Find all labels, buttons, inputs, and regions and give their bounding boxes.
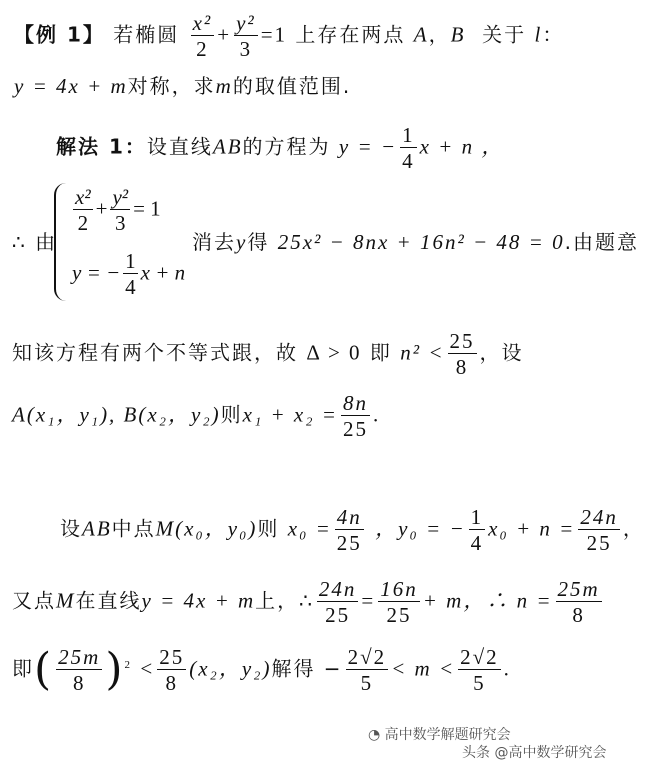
quadratic-equation: 25x² − 8nx + 16n² − 48 = 0 — [277, 230, 565, 254]
example-label: 【例 1】 — [14, 22, 105, 47]
wechat-icon: ◔ — [368, 727, 381, 743]
point-A: A — [413, 22, 429, 47]
midpoint-line: 设AB中点M(x₀，y₀)则 x₀ = $\frac{4n}{25}$ ，y₀ = − $\frac{1}{4}$ x₀ + n = $\frac{24n}{25}$ ， — [60, 505, 645, 556]
eliminate-line: 消去y得 25x² − 8nx + 16n² − 48 = 0.由题意 — [192, 230, 639, 254]
on-line: 又点M在直线y = 4x + m上，∴ $\frac{24n}{25}$ = $\frac{16n}{25}$ + m，∴ n = $\frac{25m}{8}$ — [12, 577, 600, 628]
discriminant-line: 知该方程有两个不等式跟，故 Δ > 0 即 n² < $\frac{25}{8}$ ，设 — [12, 329, 524, 380]
text: 上存在两点 — [295, 22, 406, 47]
problem-line-2: y = 4x + m对称，求m的取值范围. — [14, 74, 352, 98]
system-eq-2: y = − $\frac{1}{4}$ x + n — [72, 249, 186, 300]
text: 若椭圆 — [113, 22, 180, 47]
line-l: l — [534, 22, 543, 47]
line-equation: y = 4x + m — [14, 74, 128, 98]
therefore-by: ∴ 由 — [12, 230, 58, 254]
fraction-1-over-4: $\frac{1}{4}$ — [402, 123, 415, 174]
delta-condition: Δ > 0 — [306, 340, 362, 365]
fraction-x2-over-2: $\frac{\text{x²}}{2}$ — [192, 11, 213, 62]
var-m: m — [215, 74, 233, 98]
problem-line-1: 【例 1】 若椭圆 $\frac{\text{x²}}{2}$ + $\frac{\text{y²}}{3}$ =1 上存在两点 A，B 关于 l： — [14, 11, 565, 62]
text: 关于 — [482, 22, 527, 47]
system-eq-1: $\frac{\text{x²}}{2}$ + $\frac{\text{y²}}{3}$ = 1 — [75, 185, 161, 236]
watermark-top: ◔ 高中数学解题研究会 — [368, 727, 511, 743]
fraction-y2-over-3: $\frac{\text{y²}}{3}$ — [236, 11, 256, 62]
point-B: B — [450, 22, 466, 47]
solution-label: 解法 1： — [56, 134, 147, 159]
watermark-bottom: 头条 @高中数学研究会 — [462, 745, 607, 761]
points-line: A(x₁，y₁), B(x₂，y₂)则x₁ + x₂ = $\frac{8n}{25}$ . — [12, 391, 381, 442]
solution-line: 解法 1：设直线AB的方程为 y = − $\frac{1}{4}$ x + n ， — [56, 123, 505, 174]
final-line: 即( $\frac{25m}{8}$ )$^2$ < $\frac{25}{8}$ (x₂，y₂)解得 − $\frac{2√2}{5}$ < m < $\frac{2√2}{5}$ . — [12, 644, 511, 696]
